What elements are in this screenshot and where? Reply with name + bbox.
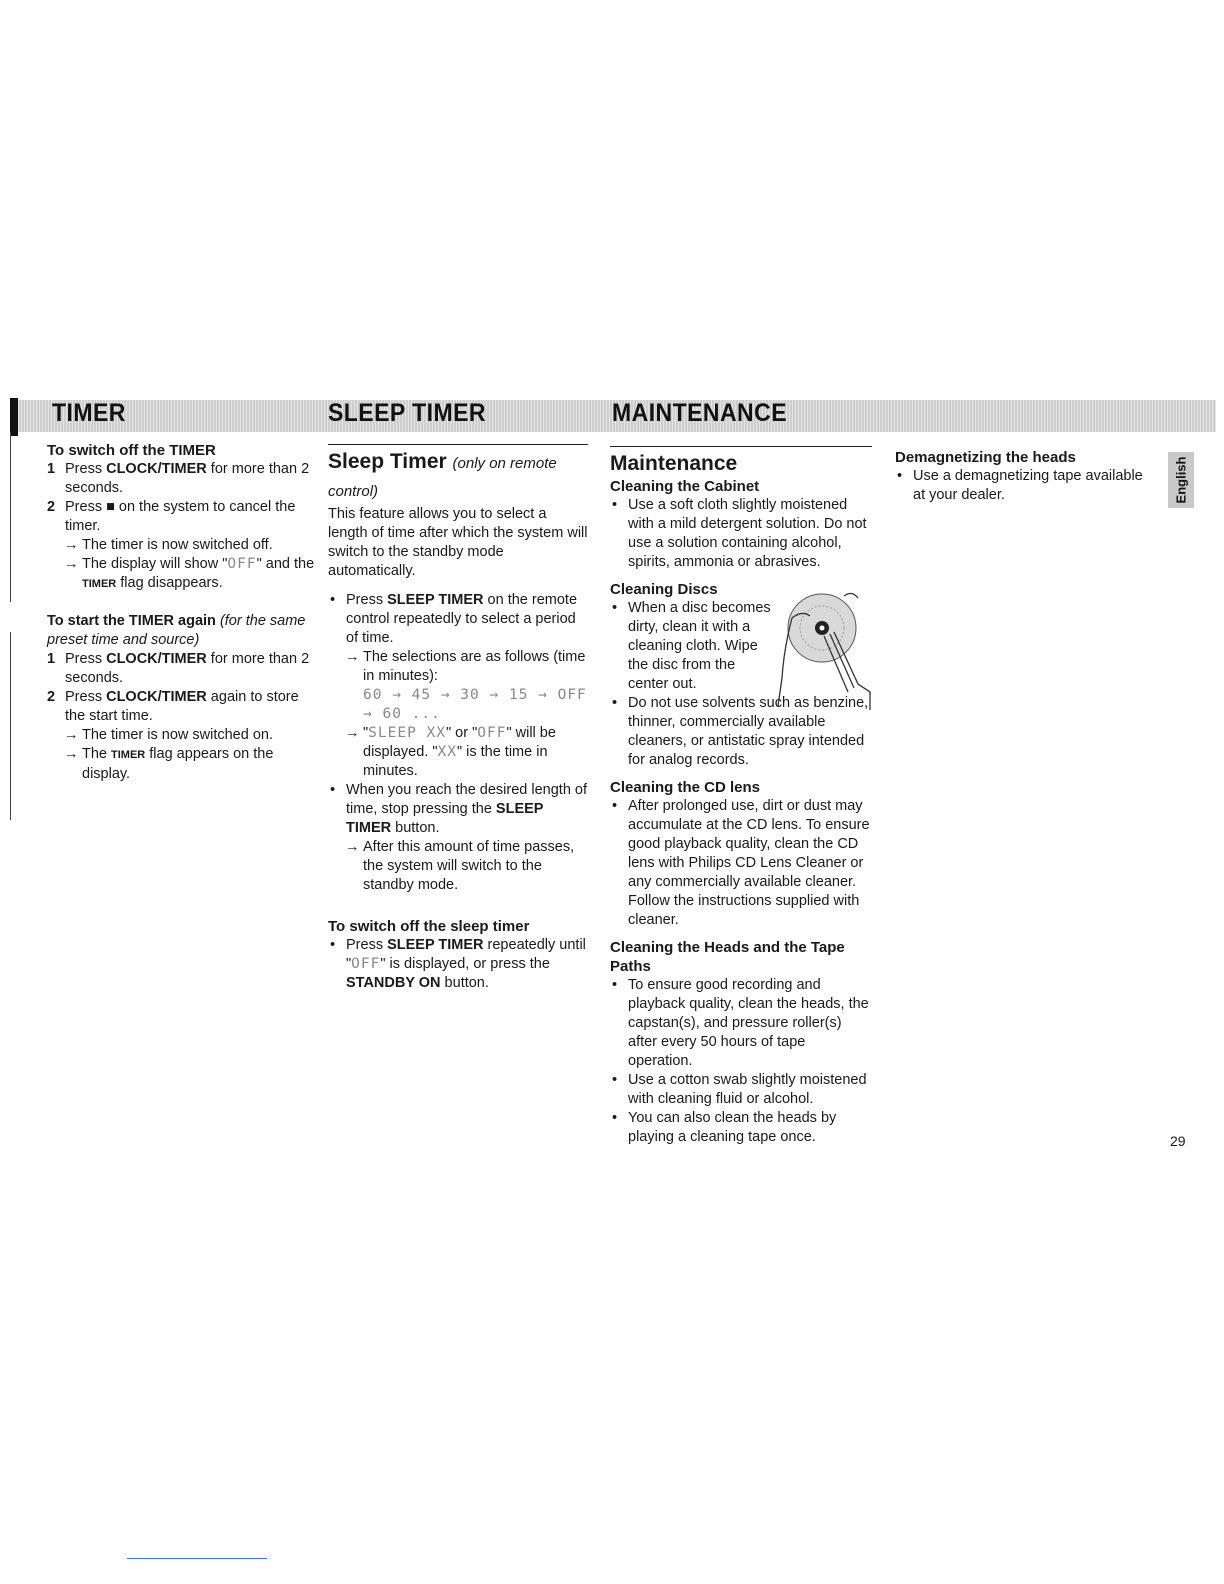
bottom-rule [127, 1558, 267, 1559]
discs-bullet-1: • When a disc becomes dirty, clean it with a cleaning cloth. Wipe the disc from the center out. [612, 600, 771, 692]
heads-bullet-1: • To ensure good recording and playback quality, clean the heads, the capstan(s), and pressure roller(s) after every 50 hours of tape operation. [612, 977, 869, 1069]
disc-cleaning-illustration [774, 588, 874, 710]
on-result-2: → The TIMER flag appears on the display. [64, 746, 274, 782]
sleep-rule [328, 444, 588, 445]
off-step-2: 2 Press ■ on the system to cancel the timer. [47, 499, 296, 534]
lens-title: Cleaning the CD lens [610, 779, 761, 796]
sleep-intro: This feature allows you to select a length of time after which the system will switch to the standby mode automatically. [328, 506, 588, 579]
cabinet-title: Cleaning the Cabinet [610, 478, 760, 495]
heads-bullet-3: • You can also clean the heads by playing a cleaning tape once. [612, 1110, 837, 1145]
off-step-1: 1 Press CLOCK/TIMER for more than 2 seconds. [47, 461, 310, 496]
arrow-icon: → [64, 727, 79, 743]
sleep-title: Sleep Timer (only on remote control) [328, 450, 557, 500]
discs-title: Cleaning Discs [610, 581, 718, 598]
off-result-1: → The timer is now switched off. [64, 537, 273, 553]
arrow-icon: → [345, 725, 360, 741]
header-marker [10, 398, 18, 436]
start-timer-title: To start the TIMER again (for the same preset time and source) [47, 613, 306, 648]
arrow-icon: → [345, 839, 360, 855]
sleep-bullet-2: • When you reach the desired length of time, stop pressing the SLEEP TIMER button. [330, 782, 588, 836]
demag-title: Demagnetizing the heads [895, 449, 1076, 466]
demag-bullet: • Use a demagnetizing tape available at your dealer. [897, 468, 1143, 503]
sleep-column [328, 444, 588, 993]
maintenance-column [610, 446, 872, 1147]
arrow-icon: → [64, 746, 79, 762]
maintenance-header: MAINTENANCE [612, 399, 788, 427]
lens-bullet: • After prolonged use, dirt or dust may accumulate at the CD lens. To ensure good playback quality, clean the CD lens with Philips CD Lens Cleaner or any commercially available cleaner. Follow the instructions supplied with cleaner. [612, 798, 870, 928]
sleep-sequence: 60 → 45 → 30 → 15 → OFF → 60 ... [363, 687, 587, 722]
sleep-result-3: → After this amount of time passes, the system will switch to the standby mode. [345, 839, 575, 893]
page-number: 29 [1170, 1133, 1186, 1149]
arrow-icon: → [64, 537, 79, 553]
heads-title: Cleaning the Heads and the Tape Paths [610, 939, 845, 975]
left-margin-rule-2 [10, 632, 11, 820]
arrow-icon: → [64, 556, 79, 572]
left-margin-rule [10, 432, 11, 602]
demag-column [895, 448, 1150, 505]
maintenance-rule [610, 446, 872, 447]
on-step-1: 1 Press CLOCK/TIMER for more than 2 seconds. [47, 651, 310, 686]
heads-bullet-2: • Use a cotton swab slightly moistened with cleaning fluid or alcohol. [612, 1072, 867, 1107]
stop-icon: ■ [106, 499, 115, 515]
cabinet-bullet: • Use a soft cloth slightly moistened with a mild detergent solution. Do not use a solution containing alcohol, spirits, ammonia or abrasives. [612, 497, 867, 570]
language-tab: English [1168, 452, 1194, 508]
timer-header: TIMER [52, 399, 126, 427]
discs-bullet-2: • Do not use solvents such as benzine, thinner, commercially available cleaners, or antistatic spray intended for analog records. [612, 695, 869, 768]
sleep-timer-header: SLEEP TIMER [328, 399, 487, 427]
sleep-result-2: → "SLEEP XX" or "OFF" will be displayed. "XX" is the time in minutes. [345, 725, 556, 779]
sleep-off-title: To switch off the sleep timer [328, 918, 530, 935]
timer-column [47, 441, 317, 784]
sleep-off-bullet: • Press SLEEP TIMER repeatedly until "OFF" is displayed, or press the STANDBY ON button. [330, 937, 586, 991]
switch-off-title: To switch off the TIMER [47, 442, 216, 459]
sleep-result-1: → The selections are as follows (time in minutes): [345, 649, 586, 684]
on-result-1: → The timer is now switched on. [64, 727, 273, 743]
off-result-2: → The display will show "OFF" and the TIMER flag disappears. [64, 556, 315, 591]
sleep-bullet-1: • Press SLEEP TIMER on the remote control repeatedly to select a period of time. [330, 592, 578, 646]
on-step-2: 2 Press CLOCK/TIMER again to store the start time. [47, 689, 299, 724]
maintenance-title: Maintenance [610, 452, 738, 475]
arrow-icon: → [345, 649, 360, 665]
